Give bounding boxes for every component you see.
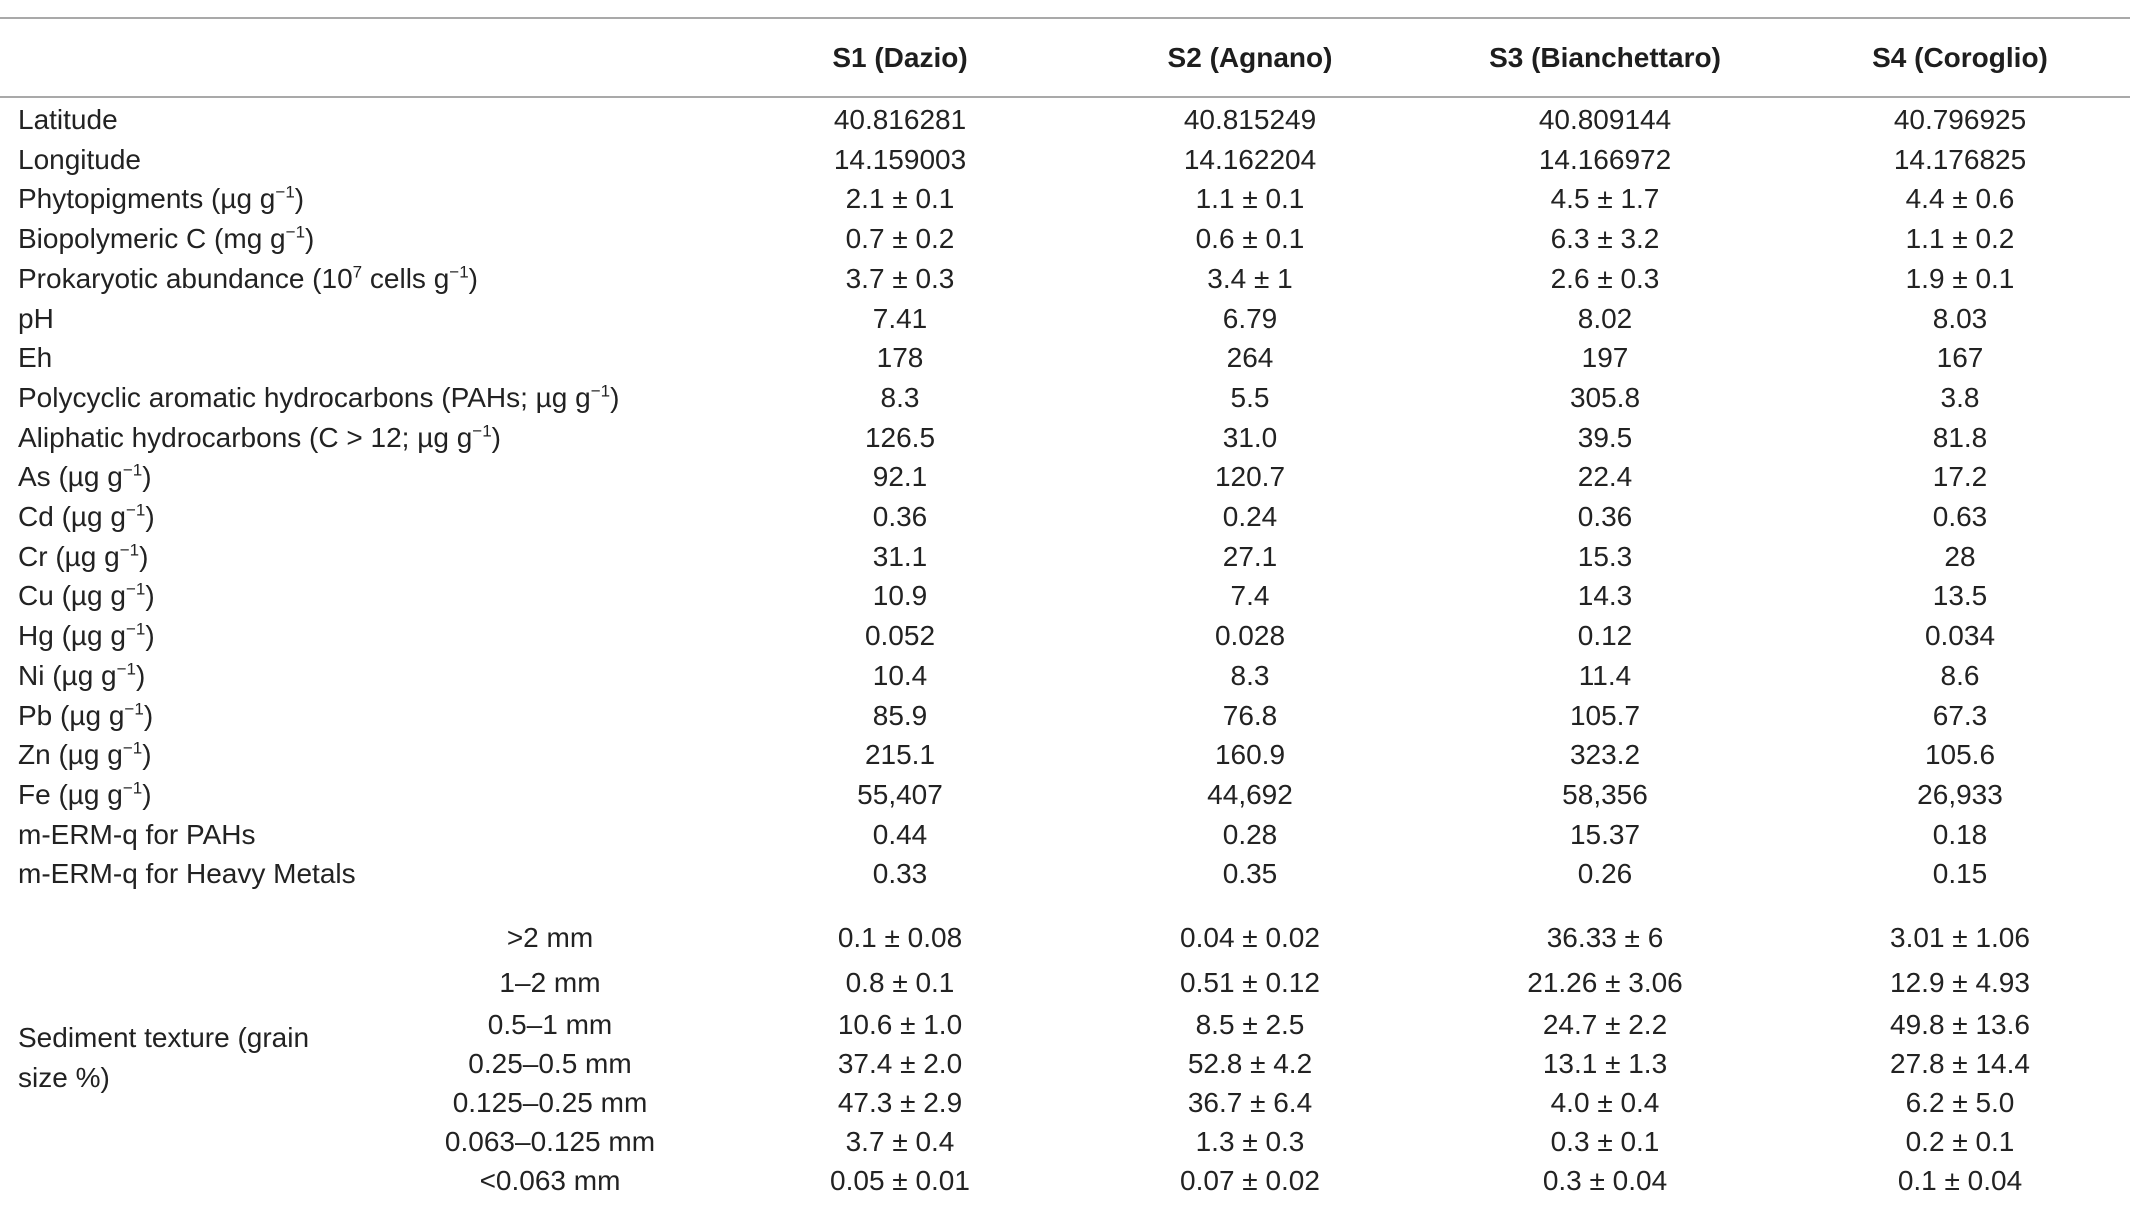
table-cell: 0.24 [1222,501,1278,532]
table-cell: 4.0 ± 0.4 [1550,1087,1660,1118]
row-label-text: Fe [18,778,51,810]
table-cell: 40.809144 [1538,104,1672,135]
table-cell: 197 [1581,342,1629,374]
table-cell: 0.05 ± 0.01 [830,1165,970,1196]
table-cell: 44,692 [1207,778,1293,810]
texture-row [0,918,2139,958]
row-label-text: Hg [18,620,54,652]
table-cell: 0.2 ± 0.1 [1905,1126,2015,1157]
table-cell: 47.3 ± 2.9 [837,1087,963,1118]
table-cell: 2.1 ± 0.1 [845,183,955,215]
grain-size-class: 0.5–1 mm [487,1009,613,1040]
table-cell: 0.052 [864,620,936,652]
grain-size-class: >2 mm [506,922,594,953]
table-cell: 21.26 ± 3.06 [1527,967,1683,998]
table-cell: 13.1 ± 1.3 [1542,1048,1668,1079]
row-unit: (µg g [44,659,117,691]
row-unit: (µg g [53,620,126,652]
row-label [18,179,304,219]
table-cell: 1.1 ± 0.2 [1905,223,2015,255]
row-unit: (C > 12; µg g [301,421,473,453]
row-label-text: Polycyclic aromatic hydrocarbons [18,381,434,413]
table-cell: 0.3 ± 0.04 [1542,1165,1668,1196]
row-label [18,299,54,339]
table-cell: 5.5 [1230,381,1270,413]
table-row [0,696,2139,736]
table-cell: 8.3 [1230,659,1270,691]
table-row [0,616,2139,656]
table-cell: 0.35 [1222,858,1278,890]
table-row [0,497,2139,537]
column-header-s1: S1 (Dazio) [832,42,968,73]
table-row [0,537,2139,577]
table-cell: 264 [1226,342,1274,374]
row-label [18,219,314,259]
table-cell: 10.4 [872,659,928,691]
row-label [18,775,152,815]
table-cell: 167 [1936,342,1984,374]
table-cell: 2.6 ± 0.3 [1550,262,1660,294]
table-cell: 10.9 [872,580,928,612]
row-label-text: As [18,461,51,493]
row-label [18,378,619,418]
table-cell: 1.1 ± 0.1 [1195,183,1305,215]
table-cell: 1.3 ± 0.3 [1195,1126,1305,1157]
row-label-text: Prokaryotic abundance [18,262,305,294]
table-cell: 39.5 [1577,421,1633,453]
texture-row [0,963,2139,1003]
row-label [18,735,152,775]
row-label [18,457,152,497]
table-row [0,854,2139,894]
row-unit: ) [610,381,620,413]
texture-row [0,1122,2139,1162]
row-label [18,815,256,855]
table-cell: 40.796925 [1893,104,2027,135]
table-cell: 40.816281 [833,104,967,135]
table-cell: 0.44 [872,818,928,850]
row-unit: ) [142,461,152,493]
table-cell: 15.3 [1577,540,1633,572]
texture-row [0,1083,2139,1123]
row-unit-exponent: −1 [122,738,143,758]
row-label [18,497,155,537]
table-cell: 305.8 [1569,381,1641,413]
table-cell: 40.815249 [1183,104,1317,135]
row-label [18,576,155,616]
table-cell: 1.9 ± 0.1 [1905,262,2015,294]
table-row [0,457,2139,497]
row-unit-exponent: −1 [125,580,146,600]
table-cell: 0.3 ± 0.1 [1550,1126,1660,1157]
table-cell: 36.33 ± 6 [1546,922,1664,953]
table-cell: 105.6 [1924,739,1996,771]
row-label-text: Biopolymeric C [18,223,207,255]
table-cell: 6.2 ± 5.0 [1905,1087,2015,1118]
table-cell: 24.7 ± 2.2 [1542,1009,1668,1040]
row-label-text: Cd [18,501,54,532]
row-label-text: Zn [18,739,51,771]
table-cell: 3.4 ± 1 [1207,262,1293,294]
row-label-text: Cr [18,540,48,572]
column-header-s3: S3 (Bianchettaro) [1489,42,1721,73]
row-label-text: m-ERM-q for Heavy Metals [18,858,356,890]
table-row [0,735,2139,775]
table-cell: 14.176825 [1893,143,2027,175]
table-cell: 8.5 ± 2.5 [1195,1009,1305,1040]
table-row [0,378,2139,418]
row-unit: ) [468,262,478,294]
table-row [0,656,2139,696]
row-unit: (mg g [206,223,286,255]
table-row [0,140,2139,180]
row-unit: (µg g [50,461,123,493]
table-cell: 49.8 ± 13.6 [1890,1009,2030,1040]
row-label-text: Eh [18,342,53,374]
row-unit: ) [294,183,305,215]
table-cell: 6.3 ± 3.2 [1550,223,1660,255]
row-label [18,656,145,696]
row-label-text: Pb [18,699,53,731]
table-cell: 31.1 [872,540,928,572]
row-label [18,100,118,140]
table-cell: 14.162204 [1183,143,1317,175]
grain-size-class: <0.063 mm [479,1165,621,1196]
row-unit: (PAHs; µg g [433,381,591,413]
row-unit: (µg g [52,699,125,731]
table-cell: 14.166972 [1538,143,1672,175]
table-cell: 3.7 ± 0.4 [845,1126,955,1157]
table-cell: 0.18 [1932,818,1988,850]
table-cell: 323.2 [1569,739,1641,771]
table-cell: 0.26 [1577,858,1633,890]
table-cell: 27.8 ± 14.4 [1890,1048,2030,1079]
table-cell: 14.3 [1577,580,1633,612]
texture-row [0,1044,2139,1084]
row-unit: (µg g [47,540,120,572]
table-row [0,576,2139,616]
table-cell: 0.28 [1222,818,1278,850]
table-cell: 0.63 [1932,501,1988,532]
table-cell: 13.5 [1932,580,1988,612]
table-cell: 0.36 [872,501,928,532]
table-cell: 3.8 [1940,381,1980,413]
row-label-text: Longitude [18,143,142,175]
row-unit: ) [143,699,154,731]
row-unit-exponent: 7 [352,262,363,282]
row-unit: (µg g [203,183,276,215]
row-unit: cells g [362,262,450,294]
table-cell: 36.7 ± 6.4 [1187,1087,1313,1118]
grain-size-class: 0.125–0.25 mm [452,1087,648,1118]
header-bottom-rule [0,96,2130,98]
row-label [18,140,141,180]
row-unit-exponent: −1 [285,222,306,242]
row-label [18,696,153,736]
table-cell: 8.03 [1932,302,1988,334]
grain-size-class: 0.063–0.125 mm [444,1126,656,1157]
row-unit-exponent: −1 [122,778,143,798]
row-unit: ) [139,540,149,572]
table-cell: 81.8 [1932,421,1988,453]
table-cell: 0.1 ± 0.08 [837,922,963,953]
row-unit: ) [305,223,315,255]
table-cell: 31.0 [1222,421,1278,453]
table-top-rule [0,17,2130,19]
row-label-text: Phytopigments [18,183,204,215]
table-cell: 0.51 ± 0.12 [1180,967,1320,998]
table-cell: 3.01 ± 1.06 [1890,922,2030,953]
row-unit-exponent: −1 [116,659,137,679]
table-cell: 0.15 [1932,858,1988,890]
row-unit: ) [142,739,152,771]
table-cell: 85.9 [872,699,928,731]
table-cell: 26,933 [1917,778,2003,810]
row-unit-exponent: −1 [275,183,295,203]
row-unit: (µg g [53,580,126,612]
row-label-text: Cu [18,580,54,612]
grain-size-class: 0.25–0.5 mm [468,1048,632,1079]
row-label [18,418,501,458]
table-cell: 15.37 [1569,818,1641,850]
table-cell: 17.2 [1932,461,1988,493]
table-cell: 0.7 ± 0.2 [845,223,955,255]
column-header-s4: S4 (Coroglio) [1872,42,2048,73]
table-cell: 105.7 [1569,699,1641,731]
column-header-s2: S2 (Agnano) [1167,42,1333,73]
table-row [0,219,2139,259]
row-unit-exponent: −1 [122,460,143,480]
row-unit: (µg g [50,778,123,810]
table-cell: 8.3 [880,381,920,413]
table-cell: 0.12 [1577,620,1633,652]
table-cell: 0.36 [1577,501,1633,532]
table-cell: 14.159003 [833,143,967,175]
table-cell: 215.1 [864,739,936,771]
row-unit-exponent: −1 [472,421,492,441]
row-label [18,537,148,577]
row-unit-exponent: −1 [125,500,146,520]
row-unit: ) [145,501,155,532]
table-cell: 0.04 ± 0.02 [1180,922,1320,953]
table-cell: 4.4 ± 0.6 [1905,183,2015,215]
row-label [18,259,478,299]
row-unit: (10 [304,262,353,294]
table-cell: 76.8 [1222,699,1278,731]
table-cell: 8.02 [1577,302,1633,334]
table-row [0,815,2139,855]
table-cell: 58,356 [1562,778,1648,810]
table-row [0,775,2139,815]
row-unit: ) [142,778,152,810]
table-cell: 0.8 ± 0.1 [845,967,955,998]
table-cell: 6.79 [1222,302,1278,334]
table-cell: 12.9 ± 4.93 [1890,967,2030,998]
table-row [0,259,2139,299]
texture-row [0,1161,2139,1201]
table-cell: 160.9 [1214,739,1286,771]
table-cell: 8.6 [1940,659,1980,691]
row-label [18,854,356,894]
table-cell: 11.4 [1578,659,1632,691]
table-row [0,418,2139,458]
row-unit-exponent: −1 [125,619,146,639]
table-cell: 4.5 ± 1.7 [1550,183,1660,215]
table-row [0,179,2139,219]
row-unit-exponent: −1 [449,262,469,282]
table-cell: 0.1 ± 0.04 [1897,1165,2023,1196]
table-cell: 178 [876,342,924,374]
row-label-text: pH [18,302,54,334]
table-cell: 92.1 [872,461,928,493]
table-cell: 55,407 [857,778,943,810]
row-unit: ) [145,620,155,652]
row-unit-exponent: −1 [119,540,140,560]
table-cell: 3.7 ± 0.3 [845,262,955,294]
table-row [0,299,2139,339]
row-unit-exponent: −1 [124,699,144,719]
table-cell: 0.034 [1924,620,1996,652]
grain-size-class: 1–2 mm [499,967,601,998]
table-cell: 0.028 [1214,620,1286,652]
row-unit: ) [136,659,146,691]
texture-row [0,1005,2139,1045]
row-unit: ) [491,421,501,453]
table-cell: 126.5 [864,421,936,453]
row-label-text: Latitude [18,104,118,135]
table-cell: 0.33 [872,858,928,890]
row-unit: (µg g [53,501,126,532]
table-cell: 7.4 [1230,580,1270,612]
row-label-text: Ni [18,659,45,691]
row-unit-exponent: −1 [590,381,611,401]
table-row [0,100,2139,140]
table-cell: 0.6 ± 0.1 [1195,223,1305,255]
row-label [18,616,155,656]
row-label [18,338,52,378]
row-label-text: Aliphatic hydrocarbons [18,421,302,453]
table-cell: 37.4 ± 2.0 [837,1048,963,1079]
sediment-texture-label: Sediment texture (grain size %) [18,1022,310,1093]
row-unit: (µg g [50,739,123,771]
table-cell: 52.8 ± 4.2 [1187,1048,1313,1079]
table-cell: 22.4 [1577,461,1633,493]
row-label-text: m-ERM-q for PAHs [18,818,256,850]
row-unit: ) [145,580,155,612]
table-cell: 28 [1944,540,1976,572]
table-cell: 7.41 [872,302,928,334]
table-cell: 67.3 [1932,699,1988,731]
table-row [0,338,2139,378]
table-cell: 10.6 ± 1.0 [837,1009,963,1040]
table-cell: 27.1 [1222,540,1278,572]
table-cell: 0.07 ± 0.02 [1180,1165,1320,1196]
table-cell: 120.7 [1214,461,1286,493]
